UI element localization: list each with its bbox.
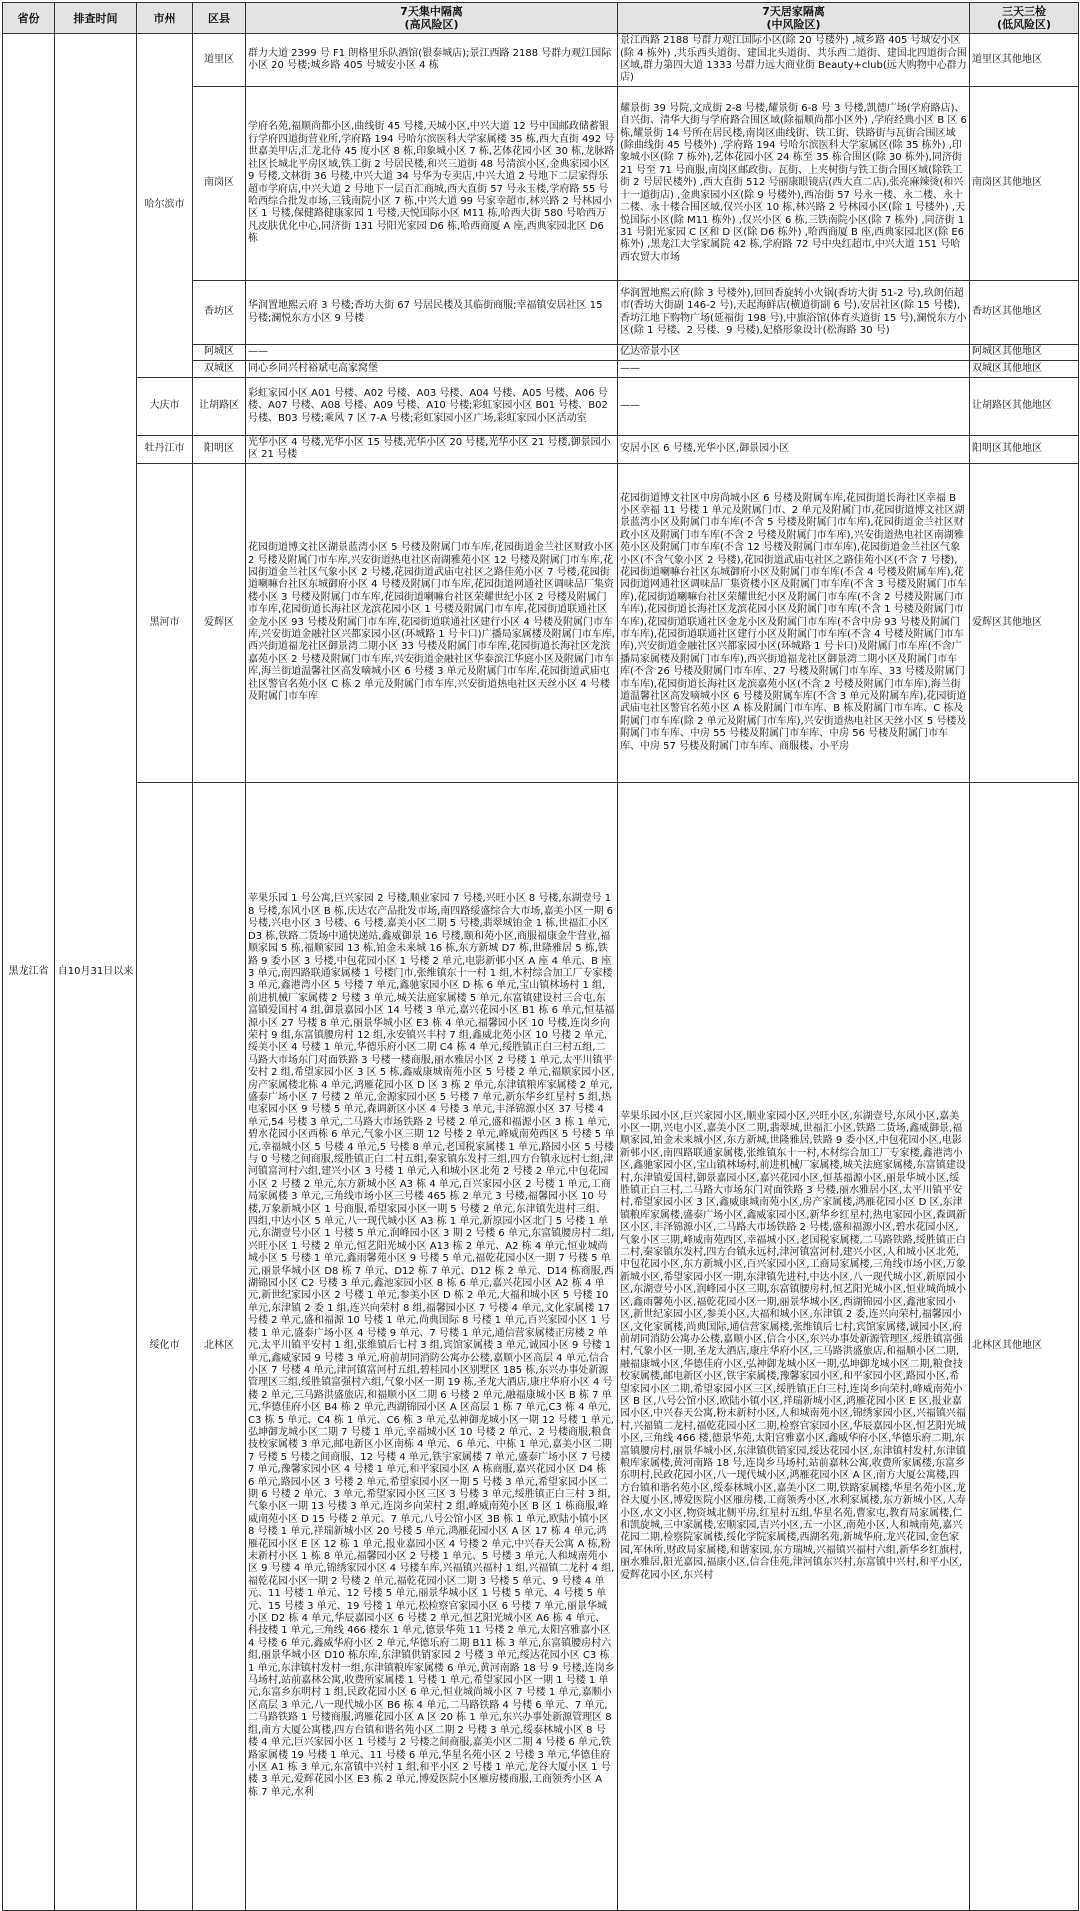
city-cell: 大庆市 [137, 378, 193, 436]
high-risk-cell: 群力大道 2399 号 F1 朗格里乐队酒馆(银泰城店);景江西路 2188 号群力观江国际小区 20 号楼;城乡路 405 号城安小区 4 栋 [246, 34, 618, 87]
high-risk-cell: —— [246, 345, 618, 361]
high-risk-cell: 学府名苑,福顺尚都小区,曲线街 45 号楼,天城小区,中兴大道 12 号中国邮政储蓄银行学府四道街营业所,学府路 194 号哈尔滨医科大学家属楼 35 栋,西大直街 492 号世嘉美甲店,汇龙北侍 45 度小区 8 栋,印象城小区 7 栋,艺体花园小区 30 栋,龙脉路社区长城北平房区域,铁工街 2 号居民楼,和兴三道街 48 号清滨小区,金典家园小区 9 号楼,文林街 36 号楼,中兴大道 34 号华为专卖店,中兴大道 2 号地下二层家得乐超市学府店,中兴大道 2 号地下一层百汇商城,西大直街 57 号永玉楼,学府路 55 号哈西综合批发市场,三钱南院小区 7 栋,中兴大道 99 号家幸超市,林兴路 2 号林园小区 1 号楼,保健路健康家园 1 号楼,天悦国际小区 M11 栋,哈西大街 580 号哈西万凡皮肤优化中心,同济街 131 号阳光家园 D6 栋,哈西商厦 A 座,西典家园北区 D6 栋 [246, 87, 618, 281]
header-city: 市州 [137, 3, 193, 34]
header-high-risk [246, 3, 618, 34]
mid-risk-cell: 花园街道博文社区中房尚城小区 6 号楼及附属车库,花园街道长海社区幸福 B 小区幸福 11 号楼 1 单元及附属门市、2 单元及附属门市,花园街道博文社区湖景蓝湾小区及附属门市车库(不含 5 号楼及附属门市车库),花园街道金兰社区财政小区及附属门市车库(不含 2 号楼及附属门市车库),兴安街道热电社区南湖雅苑小区及附属门市车库(不含 12 号楼及附属门市车库),花园街道金兰社区气象小区(不含气象小区 2 号楼),花园街道武庙屯社区之路佳苑小区(不含 7 号楼),花园街道喇嘛台社区东城御府小区及附属门市车库(不含 4 号楼及附属车库),花园街道网通社区调味品厂集资楼小区及附属门市车库(不含 3 号楼及附属门市车库),花园街道喇嘛台社区荣耀世纪小区及附属门市车库(不含 2 号楼及附属门市车库),花园街道长海社区龙滨花园小区及附属门市车库(不含 1 号楼及附属门市车库),花园街道联通社区金龙小区及附属门市车库(不含中房 93 号楼及附属门市车库),花园街道联通社区建行小区及附属门市车库(不含 4 号楼及附属门市车库),兴安街道金融社区兴都家园小区(环城路 1 号卡口)及附属门市车库(不含广播局家属楼及附属门市车库),西兴街道福龙社区御景湾二期小区及附属门市车库(不含 26 号楼及附属门市车库、27 号楼及附属门市车库、33 号楼及附属门市车库),花园街道长海社区龙滨嘉苑小区(不含 2 号楼及附属门市车库),海兰街道温馨社区高发嘀城小区 6 号楼及附属车库(不含 3 单元及附属车库),花园街道武庙屯社区警官名苑小区 A 栋及附属门市车库、B 栋及附属门市车库、C 栋及附属门市车库(除 2 单元及附属门市车库),兴安街道热电社区天丝小区 5 号楼及附属门市车库、中房 55 号楼及附属门市车库、中房 56 号楼及附属门市车库、中房 57 号楼及附属门市车库、商服楼、小平房 [618, 463, 970, 782]
high-risk-cell: 彩虹家园小区 A01 号楼、A02 号楼、A03 号楼、A04 号楼、A05 号楼、A06 号楼、A07 号楼、A08 号楼、A09 号楼、A10 号楼;彩虹家园小区 B01 号楼、B02 号楼、B03 号楼;乘风 7 区 7-A 号楼;彩虹家园小区广场,彩虹家园小区活动室 [246, 378, 618, 436]
province-cell: 黑龙江省 [3, 34, 55, 1911]
header-row [3, 3, 1079, 34]
district-cell: 让胡路区 [193, 378, 246, 436]
low-risk-cell: 双城区其他地区 [970, 361, 1079, 378]
header-low-sub: (低风险区) [996, 18, 1052, 31]
low-risk-cell: 阿城区其他地区 [970, 345, 1079, 361]
mid-risk-cell: 苹果乐园小区,巨兴家园小区,顺业家园小区,兴旺小区,东湖壹号,东风小区,嘉美小区一期,兴电小区,嘉美小区二期,翡翠城,世福汇小区,铁路二货场,鑫威御景,福顺家园,铂金未来城小区,东方新城,世隆雅居,铁路 9 委小区,中包花园小区,电影新邨小区,南四路联通家属楼,张维镇东十一村,木材综合加工厂专家楼,鑫港湾小区,鑫驰家园小区,宝山镇林场村,前进机械厂家属楼,城关法庭家属楼,东富镇建设村,东津镇爱国村,御景嘉园小区,嘉兴花园小区,恒基福源小区,丽景华城小区,绥胜镇正白三村,二马路大市场东门对面铁路 3 号楼,丽水雅居小区,太平川镇平安村,希望家园小区 3 区,鑫威康城南苑小区,房产家属楼,鸿雁花园小区 D 区,东津镇粮库家属楼,盛泰广场小区,鑫威家园小区,新华乡红星村,热电家园小区,森调新区小区,丰泽锦源小区,二马路大市场铁路 2 号楼,盛和福源小区,碧水花园小区,气象小区三期,峰威南苑西区,幸福城小区,老国税家属楼,二马路铁路,绥胜镇正白二村,秦家镇东发村,四方台镇永远村,津河镇富河村,建兴小区,人和城小区北苑,中包花园小区,东方新城小区,百兴家园小区,工商局家属楼,三角线市场小区,万象新城小区,希望家园小区一期,东津镇先进村,中达小区,八一现代城小区,新原园小区,东湖壹号小区,润峰园小区三期,东富镇腰房村,恒艺阳光城小区,恒业城尚城小区,鑫雨馨苑小区,福乾花园小区一期,丽景华城小区,西湖锦园小区,鑫池家园小区,新世纪家园小区,参美小区,大福和城小区,东津镇 2 委,连兴向荣村,福馨园小区,文化家属楼,尚典国际,通信营家属楼,张维镇后七村,宾馆家属楼,诚园小区,府前胡同消防公寓办公楼,嘉顺小区,信合小区,东兴办事处新源管理区,绥胜镇富强村,气象小区一期,圣龙大酒店,康庄华府小区,三马路洪盛旅店,和福顺小区二期,融福康城小区,华德佳府小区,弘神御龙城小区一期,弘坤御龙城小区二期,粮食技校家属楼,邮电新区小区,铁宇家属楼,豫馨家园小区,和平家园小区,路园小区,希望家园小区二期,希望家园小区三区,绥胜镇正白三村,连岗乡向荣村,峰威南苑小区 B 区,八号公馆小区,欧陆小镇小区,祥瑞新城小区,鸿雁花园小区 E 区,报业嘉园小区,中兴春天公寓,粉末新村小区,人和城南苑小区,锦绣家园小区,兴福镇兴福村,兴福镇二龙村,福乾花园小区二期,检察官家园小区,华辰嘉园小区,恒艺阳光城小区,三角线 466 楼,德景华苑,太阳宫雅嘉小区,鑫威华府小区,华德乐府二期,东富镇腰房村,丽景华城小区,东津镇供销家园,绥达花园小区,东津镇村发村,东津镇粮库家属楼,黄河南路 18 号,连岗乡马场村,站前嘉林公寓,收费所家属楼,东富乡东明村,民政花园小区,八一现代城小区,鸿雁花园小区 A 区,南方大厦公寓楼,四方台镇和谐名苑小区,绥泰林城小区,嘉美小区二期,铁路家属楼,华星名苑小区,龙谷大厦小区,博爱医院小区雁房楼,工商领秀小区,水利家属楼,东方新城小区,人寿小区,水文小区,物资城北侧平房,红星村五组,华星名苑,曹家屯,教育局家属楼,仁和凯旋城,三中家属楼,宏顺家园,吉兴小区,五一小区,南苑小区,人和城南苑,嘉兴花园二期,检察院家属楼,绥化学院家属楼,西湖名苑,新城华府,龙兴花园,金色家园,军休所,财政局家属楼,和谐家园,东方瑞城,兴福镇兴福村六组,新华乡红旗村,丽水雅居,阳光嘉园,福康小区,信合佳苑,津河镇东兴村,东富镇中兴村,和平小区,爱辉花园小区,东兴村 [618, 782, 970, 1910]
header-low-title: 三天三检 [1002, 5, 1046, 18]
district-cell: 南岗区 [193, 87, 246, 281]
header-mid-sub: (中风险区) [766, 18, 821, 31]
table-row [3, 782, 1079, 1910]
header-time: 排查时间 [55, 3, 137, 34]
mid-risk-cell: 安居小区 6 号楼,光华小区,御景园小区 [618, 436, 970, 464]
city-cell: 绥化市 [137, 782, 193, 1910]
high-risk-cell: 苹果乐园 1 号公寓,巨兴家园 2 号楼,顺业家园 7 号楼,兴旺小区 8 号楼,东湖壹号 18 号楼,东风小区 B 栋,庆达农产品批发市场,南四路绥盛综合大市场,嘉美小区一期 6 号楼,兴电小区 3 号楼、6 号楼,嘉美小区二期 5 号楼,翡翠城铂金 1 栋,世福汇小区 D3 栋,铁路二货场中通快递站,鑫威御景 16 号楼,颐和苑小区,商服福康金牛营业,福顺家园 5 栋,福顺家园 13 栋,铂金未来城 16 栋,东方新城 D7 栋,世隆雅居 5 栋,铁路 9 委小区 3 号楼,中包花园小区 1 号楼 2 单元,电影新邨小区 A 座 4 单元、B 座 3 单元,南四路联通家属楼 1 号楼门市,张维镇东十一村 1 组,木村综合加工厂专家楼 3 单元,鑫港湾小区 5 号楼 7 单元,鑫驰家园小区 D 栋 6 单元,宝山镇林场村 1 组,前进机械厂家属楼 2 号楼 3 单元,城关法庭家属楼 5 单元,东富镇建设村三合屯,东富镇爱国村 4 组,御景嘉园小区 14 号楼 3 单元,嘉兴花园小区 B1 栋 6 单元,恒基福源小区 27 号楼 8 单元,丽景华城小区 E3 栋 4 单元,福馨园小区 10 号楼,连岗乡向荣村 9 组,东富镇腰房村 12 组,永安镇兴丰村 7 组,鑫威北苑小区 10 号楼 2 单元,绥美小区 4 号楼 1 单元,华德乐府小区二期 C4 栋 4 单元,绥胜镇正白三村五组,二马路大市场东门对面铁路 3 号楼一楼商服,丽水雅居小区 2 号楼 1 单元,太平川镇平安村 2 组,希望家园小区 3 区 5 栋,鑫威康城南苑小区 5 号楼 2 单元,福顺家园小区,房产家属楼北栋 4 单元,鸿雁花园小区 D 区 3 栋 2 单元,东津镇粮库家属楼 2 单元,盛泰广场小区 7 号楼 2 单元,金源家园小区 5 号楼 7 单元,新东华乡红星村 5 组,热电家园小区 9 号楼 5 单元,森调新区小区 4 号楼 3 单元,丰泽锦源小区 37 号楼 4 单元,54 号楼 3 单元,二马路大市场铁路 2 号楼 2 单元,盛和福源小区 3 栋 1 单元,碧水花园小区西栋 6 单元,气象小区三期 12 号楼 2 单元,峰威南苑西区 5 号楼 5 单元,幸福城小区 5 号楼 4 单元,5 号楼 8 单元,老国税家属楼 1 单元,路园小区 5 号楼与 0 号楼之间商服,绥胜镇正白二村五组,秦家镇东发村三组,四方台镇永远村七组,津河镇富河村六组,建兴小区 3 号楼 1 单元,入和城小区北苑 2 号楼 2 单元,中包花园小区 2 号楼 2 单元,东方新城小区 A3 栋 4 单元,百兴家园小区 2 号楼 1 单元,工商局家属楼 3 单元,三角线市场小区三号楼 465 栋 2 单元 3 号楼,福馨园小区 10 号楼,万象新城小区 1 号商服,希望家园小区一期 5 号楼 2 单元,东津镇先进村三组、四组,中达小区 5 单元,八一现代城小区 A3 栋 1 单元,新原园小区北门 5 号楼 1 单元,东湖壹号小区 1 号楼 5 单元,润峰园小区 3 期 2 号楼 6 单元,东富镇腰房村二组,兴旺小区 1 号楼 2 单元,恒艺阳光城小区 A13 栋 2 单元、A2 栋 4 单元,恒业城尚城小区 5 号楼 1 单元,鑫雨馨苑小区 9 号楼 5 单元,福乾花园小区一期 7 号楼 5 单元,丽景华城小区 D8 栋 7 单元、D12 栋 7 单元、D12 栋 2 单元、D14 栋商服,西湖锦园小区 C2 号楼 3 单元,鑫池家园小区 8 栋 6 单元,嘉兴花园小区 A2 栋 4 单元,新世纪家园小区 2 号楼 1 单元,参美小区 D 栋 2 单元,大福和城小区 5 号楼 10 单元,东津镇 2 委 1 组,连兴向荣村 8 组,福馨园小区 7 号楼 4 单元,文化家属楼 17 号楼 2 单元,盛和福源 10 号楼 1 单元,尚典国际 8 号楼 1 单元,百兴家园小区 1 号楼 1 单元,盛泰广场小区 4 号楼 9 单元、7 号楼 1 单元,通信营家属楼正房楼 2 单元,太平川镇平安村 1 组,张维镇后七村 3 组,宾馆家属楼 3 单元,诚园小区 9 号楼 1 单元,鑫威家园 9 号楼 3 单元,府前胡同消防公寓办公楼,嘉顺小区高层 4 单元,信合小区 7 号楼 4 单元,津河镇富河村五组,碧桂园小区别墅区 185 栋,东兴办事处新源管理区三组,绥胜镇富强村六组,气象小区一期 19 栋,圣龙大酒店,康庄华府小区 4 号楼 2 单元,三马路洪盛旅店,和福顺小区二期 6 号楼 2 单元,融福康城小区 B 栋 7 单元,华德佳府小区 B4 栋 2 单元,西湖锦园小区 A 区高层 1 栋 7 单元,C3 栋 4 单元,C3 栋 5 单元、C4 栋 1 单元、C6 栋 3 单元,弘神御龙城小区一期 12 号楼 1 单元,弘坤御龙城小区二期 7 号楼 1 单元,幸福城小区 10 号楼 2 单元、2 号楼商服,粮食技校家属楼 3 单元,邮电新区小区南栋 4 单元、6 单元、中栋 1 单元,嘉美小区二期 7 号楼 5 号楼之间商服、12 号楼 4 单元,铁宇家属楼 7 单元,盛泰广场小区 7 号楼 7 单元,豫馨家园小区 4 号楼 1 单元,和平家园小区 A 栋商服,嘉兴花园小区 D4 栋 6 单元,路园小区 3 号楼 2 单元,希望家园小区一期 5 号楼 3 单元,希望家园小区二期 6 号楼 2 单元、3 单元,希望家园小区三区 3 号楼 3 单元,绥胜镇正白三村 3 组,气象小区一期 13 号楼 3 单元,连岗乡向荣村 2 组,峰威南苑小区 B 区 1 栋商服,峰威南苑小区 D 15 号楼 2 单元、7 单元,八号公馆小区 3B 栋 1 单元,欧陆小镇小区 8 号楼 1 单元,祥瑞新城小区 20 号楼 5 单元,鸿雁花园小区 A 区 17 栋 4 单元,鸿雁花园小区 E 区 12 栋 1 单元,报业嘉园小区 4 号楼 2 单元,中兴春天公寓 A 栋,粉末新村小区 1 栋 8 单元,福馨园小区 2 号楼 1 单元、5 号楼 3 单元,人和城南苑小区 9 号楼 4 单元,锦绣家园小区 4 号楼车库,兴福镇兴福村 1 组,兴福镇二龙村 4 组,福乾花园小区一期 2 号楼 2 单元,福乾花园小区二期 3 号楼 5 单元、9 号楼 4 单元、11 号楼 1 单元、12 号楼 5 单元,丽景华城小区 1 号楼 5 单元、4 号楼 5 单元、15 号楼 3 单元、19 号楼 1 单元,松检察官家园小区 6 号楼 7 单元,丽景华城小区 D2 栋 4 单元,华辰嘉园小区 6 号楼 2 单元,恒艺阳光城小区 A6 栋 4 单元、科技楼 1 单元,三角线 466 楼东 1 单元,德景华苑 11 号楼 2 单元,太阳宫雅嘉小区 4 号楼 6 单元,鑫威华府小区 2 单元,华德乐府二期 B11 栋 3 单元,东富镇腰房村六组,丽景华城小区 D10 栋东库,东津镇供销家园 2 号楼 3 单元,绥达花园小区 C3 栋 1 单元,东津镇村发村一组,东津镇粮库家属楼 6 单元,黄河南路 18 号 9 号楼,连岗乡马场村,站前嘉林公寓,收费所家属楼 1 号楼 1 单元,希望家园小区一期 1 号楼 1 单元,东富乡东明村 1 组,民政花园小区 6 单元,恒业城尚城小区 7 号楼 1 单元,嘉顺小区高层 3 单元,八一现代城小区 B6 栋 4 单元,二马路铁路 4 号楼 6 单元、7 单元,二马路铁路 1 号楼商服,鸿雁花园小区 A 区 20 栋 1 单元,东兴办事处新源管理区 8 组,南方大厦公寓楼,四方台镇和谐名苑小区二期 2 号楼 3 单元,绥泰林城小区 8 号楼 4 单元,巨兴家园小区 1 号楼与 2 号楼之间商服,嘉美小区二期 4 号楼 6 单元,铁路家属楼 19 号楼 1 单元、11 号楼 6 单元,华星名苑小区 2 号楼 3 单元,华德佳府小区 A1 栋 3 单元,东富镇中兴村 1 组,和平小区 2 号楼 1 单元,龙谷大厦小区 1 号楼 3 单元,爱辉花园小区 E3 栋 2 单元,博爱医院小区雁房楼商服,工商领秀小区 A 栋 7 单元,水利 [246, 782, 618, 1910]
low-risk-cell: 道里区其他地区 [970, 34, 1079, 87]
header-low-risk [970, 3, 1079, 34]
table-row [3, 463, 1079, 782]
header-high-title: 7天集中隔离 [400, 5, 463, 18]
district-cell: 道里区 [193, 34, 246, 87]
mid-risk-cell: —— [618, 378, 970, 436]
time-cell: 自10月31日以来 [55, 34, 137, 1911]
low-risk-cell: 南岗区其他地区 [970, 87, 1079, 281]
low-risk-cell: 北林区其他地区 [970, 782, 1079, 1910]
table-row [3, 378, 1079, 436]
header-mid-title: 7天居家隔离 [762, 5, 825, 18]
header-province: 省份 [3, 3, 55, 34]
header-mid-risk [618, 3, 970, 34]
district-cell: 北林区 [193, 782, 246, 1910]
high-risk-cell: 同心乡同兴村裕斌屯高家窝堡 [246, 361, 618, 378]
district-cell: 爱辉区 [193, 463, 246, 782]
district-cell: 双城区 [193, 361, 246, 378]
city-cell: 黑河市 [137, 463, 193, 782]
district-cell: 香坊区 [193, 281, 246, 345]
risk-area-table [2, 2, 1079, 1911]
mid-risk-cell: 景江西路 2188 号群力观江国际小区(除 20 号楼外) ,城乡路 405 号城安小区(除 4 栋外) ,共乐西头道街、建国北头道街、共乐西二道街、建国北四道街合围区域,群力第四大道 1333 号群力远大商业街 Beauty+club(远大购物中心群力店) [618, 34, 970, 87]
city-cell: 牡丹江市 [137, 436, 193, 464]
table-row [3, 436, 1079, 464]
district-cell: 阿城区 [193, 345, 246, 361]
low-risk-cell: 阳明区其他地区 [970, 436, 1079, 464]
low-risk-cell: 香坊区其他地区 [970, 281, 1079, 345]
header-high-sub: (高风险区) [404, 18, 459, 31]
district-cell: 阳明区 [193, 436, 246, 464]
high-risk-cell: 花园街道博文社区湖景蓝湾小区 5 号楼及附属门市车库,花园街道金兰社区财政小区 2 号楼及附属门市车库,兴安街道热电社区南湖雅苑小区 12 号楼及附属门市车库,花园街道金兰社区气象小区 2 号楼,花园街道武庙屯社区之路佳苑小区 7 号楼,花园街道喇嘛台社区东城御府小区 4 号楼及附属门市车库,花园街道网通社区调味品厂集资楼小区 3 号楼及附属门市车库,花园街道喇嘛台社区荣耀世纪小区 2 号楼及附属门市车库,花园街道长海社区龙滨花园小区 1 号楼及附属门市车库,花园街道联通社区金龙小区 93 号楼及附属门市车库,花园街道联通社区建行小区 4 号楼及附属门市车库,兴安街道金融社区兴都家园小区(环城路 1 号卡口)广播局家属楼及附属门市车库,西兴街道福龙社区御景湾二期小区 33 号楼及附属门市车库,花园街道长海社区龙滨嘉苑小区 2 号楼及附属门市车库,兴安街道金融社区华泰滨江华庭小区及附属门市车库,海兰街道温馨社区高发嘀城小区 6 号楼 3 单元及附属门市车库,花园街道武庙屯社区警官名苑小区 C 栋 2 单元及附属门市车库,兴安街道热电社区天丝小区 4 号楼及附属门市车库 [246, 463, 618, 782]
high-risk-cell: 光华小区 4 号楼,光华小区 15 号楼,光华小区 20 号楼,光华小区 21 号楼,御景园小区 21 号楼 [246, 436, 618, 464]
high-risk-cell: 华润置地熙云府 3 号楼;香坊大街 67 号居民楼及其临街商服;幸福镇安居社区 15 号楼;澜悦东方小区 9 号楼 [246, 281, 618, 345]
mid-risk-cell: 耀景街 39 号院,文成街 2-8 号楼,耀景街 6-8 号 3 号楼,凯德广场(学府路店)、自兴街、清华大街与学府路合围区域(除福顺尚都小区外) ,学府经典小区 B 区 6 栋,耀景街 14 号所在居民楼,南岗区曲线街、铁工街、铁路街与瓦街合围区域(除曲线街 45 号楼外) ,学府路 194 号哈尔滨医科大学家属区(除 35 栋外) ,印象城小区(除 7 栋外),艺体花园小区 24 栋至 35 栋合围区(除 30 栋外),同济街 21 号至 71 号商服,南岗区邮政街、瓦街、上夹树街与铁工街合围区域(除铁工街 2 号居民楼外) ,西大直街 512 号丽康眼镜店(西大直二店),张亮麻辣烫(和兴十一道街店) ,金典家园小区(除 9 号楼外),西冶街 57 号永一楼、永二楼、永十二楼、永十楼合围区域,仅兴小区 10 栋,林兴路 2 号林园小区(除 1 号楼外) ,天悦国际小区(除 M11 栋外) ,仅兴小区 6 栋,三铁南院小区(除 7 栋外) ,同济街 131 号阳光家园 C 区和 D 区(除 D6 栋外) ,哈西商厦 B 座,西典家园北区(除 E6 栋外) ,黑龙江大学家属院 42 栋,学府路 72 号中央红超市,中兴大道 151 号哈西农贸大市场 [618, 87, 970, 281]
header-district: 区县 [193, 3, 246, 34]
table-row [3, 34, 1079, 87]
low-risk-cell: 爱辉区其他地区 [970, 463, 1079, 782]
low-risk-cell: 让胡路区其他地区 [970, 378, 1079, 436]
mid-risk-cell: 华润置地熙云府(除 3 号楼外),回回香旋转小火锅(香坊大街 51-2 号),玖朗佰超市(香坊大街副 146-2 号),天起海鲜店(横道街副 6 号),安居社区(除 15 号楼),香坊江地下购物广场(延福街 198 号),中旗浴馆(体育头道街 15 号),澜悦东方小区(除 1 号楼、2 号楼、9 号楼),妃格形象设计(松海路 30 号) [618, 281, 970, 345]
mid-risk-cell: 亿达帝景小区 [618, 345, 970, 361]
mid-risk-cell: —— [618, 361, 970, 378]
city-cell: 哈尔滨市 [137, 34, 193, 378]
